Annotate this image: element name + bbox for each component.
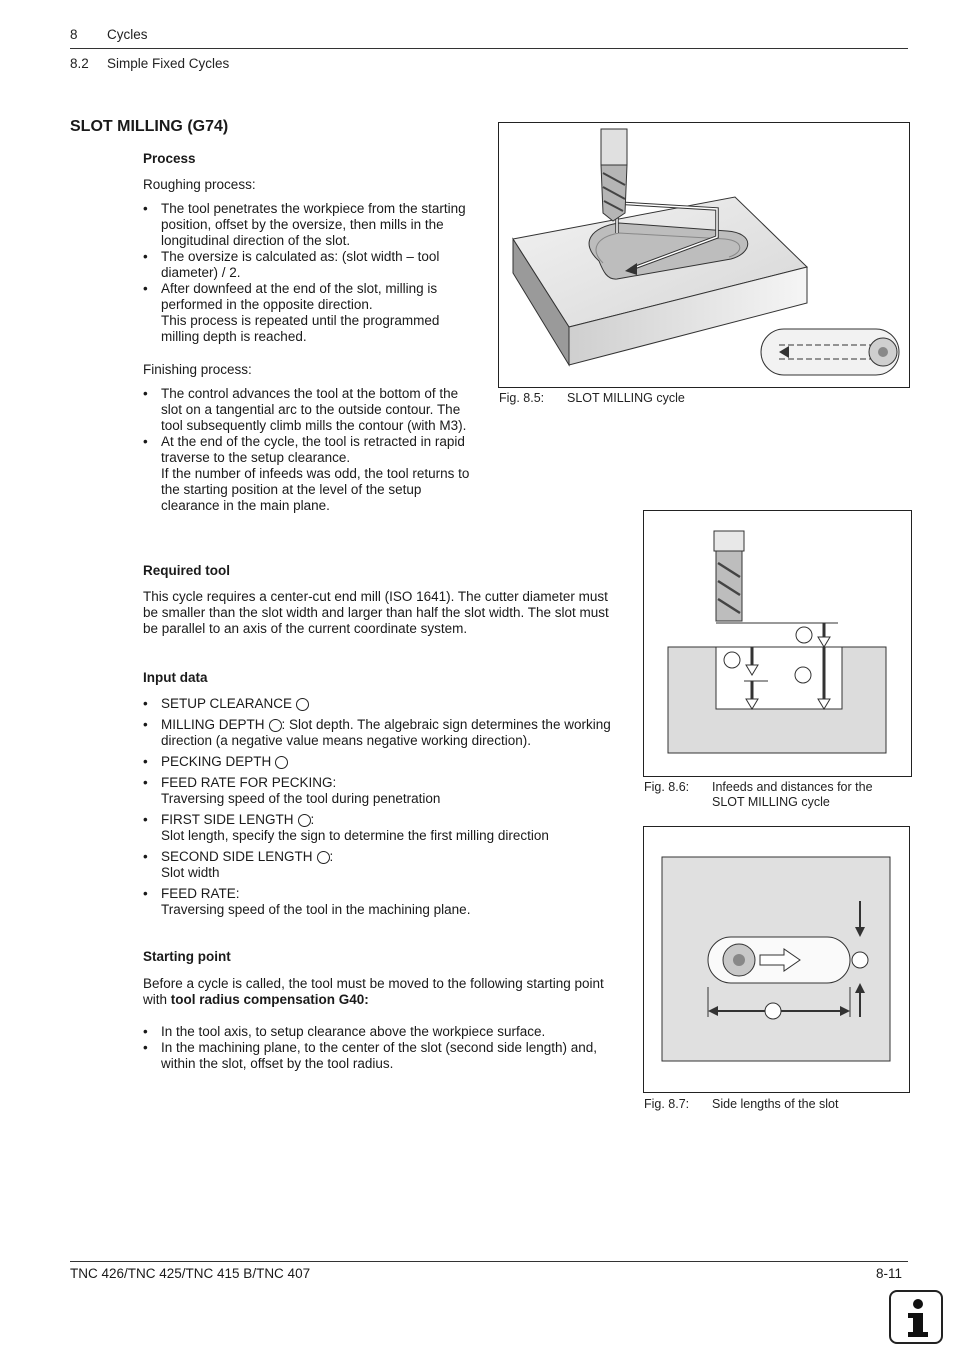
figure-caption-text: Infeeds and distances for the SLOT MILLING cycle (712, 780, 873, 809)
figure-number: Fig. 8.5: (499, 391, 545, 405)
roughing-label: Roughing process: (143, 177, 256, 192)
ref-circle-icon (296, 698, 309, 711)
finishing-list (143, 386, 478, 514)
input-item-milling-depth: • MILLING DEPTH : Slot depth. The algebraic sign determines the working direction (a negative value means negative working direction). (143, 717, 621, 749)
figure-caption-text: SLOT MILLING cycle (567, 391, 685, 405)
finishing-extra: If the number of infeeds was odd, the tool returns to the starting position at the level of the setup clearance in the main plane. (161, 466, 470, 513)
process-heading: Process (143, 151, 196, 166)
ref-circle-icon (298, 814, 311, 827)
input-item-pecking-depth: • PECKING DEPTH (143, 754, 621, 770)
figure-number: Fig. 8.7: (644, 1097, 690, 1111)
section-number: 8.2 (70, 56, 89, 71)
footer-model-list: TNC 426/TNC 425/TNC 415 B/TNC 407 (70, 1266, 311, 1281)
input-data-heading: Input data (143, 670, 208, 685)
list-item: • The oversize is calculated as: (slot width – tool diameter) / 2. (143, 249, 473, 281)
chapter-header (70, 27, 148, 42)
starting-point-bold: tool radius compensation G40: (170, 992, 369, 1007)
header-rule (70, 48, 908, 49)
figure-side-lengths (643, 826, 910, 1093)
figure-caption-8-7 (644, 1097, 838, 1112)
roughing-extra: This process is repeated until the programmed milling depth is reached. (161, 313, 440, 344)
footer-rule (70, 1261, 908, 1262)
ref-circle-icon (317, 851, 330, 864)
input-item-second-side-length: • SECOND SIDE LENGTH : Slot width (143, 849, 621, 881)
ref-circle-icon (275, 756, 288, 769)
info-icon[interactable] (889, 1290, 943, 1344)
chapter-title: Cycles (107, 27, 148, 42)
infeeds-illustration (644, 511, 911, 776)
section-header (70, 56, 229, 71)
roughing-list (143, 201, 473, 345)
finishing-label: Finishing process: (143, 362, 252, 377)
list-item: • At the end of the cycle, the tool is retracted in rapid traverse to the setup clearance. If the number of infeeds was odd, the tool returns to the starting position at the level of the setup clearance in the main plane. (143, 434, 478, 514)
page-number: 8-11 (876, 1266, 903, 1281)
figure-number: Fig. 8.6: (644, 780, 690, 794)
input-item-feed-rate: • FEED RATE: Traversing speed of the tool in the machining plane. (143, 886, 621, 918)
figure-infeeds-distances (643, 510, 912, 777)
list-item: • The tool penetrates the workpiece from the starting position, offset by the oversize, then mills in the longitudinal direction of the slot. (143, 201, 473, 249)
figure-caption-8-6 (644, 780, 873, 810)
input-data-list (143, 696, 621, 918)
starting-point-text: Before a cycle is called, the tool must be moved to the following starting point with tool radius compensation G40: (143, 976, 604, 1007)
figure-caption-text: Side lengths of the slot (712, 1097, 839, 1111)
slot-milling-illustration (499, 123, 909, 387)
starting-point-list (143, 1024, 613, 1072)
ref-circle-icon (269, 719, 282, 732)
required-tool-text: This cycle requires a center-cut end mill (ISO 1641). The cutter diameter must be smaller than the slot width and larger than half the slot width. The slot must be parallel to an axis of the current coordinate system. (143, 589, 609, 636)
required-tool-heading: Required tool (143, 563, 230, 578)
input-item-setup-clearance: • SETUP CLEARANCE (143, 696, 621, 712)
chapter-number: 8 (70, 27, 78, 42)
input-item-feed-rate-pecking: • FEED RATE FOR PECKING: Traversing speed of the tool during penetration (143, 775, 621, 807)
input-item-first-side-length: • FIRST SIDE LENGTH : Slot length, specify the sign to determine the first milling direction (143, 812, 621, 844)
figure-slot-milling-cycle (498, 122, 910, 388)
starting-point-heading: Starting point (143, 949, 231, 964)
side-lengths-illustration (644, 827, 909, 1092)
list-item: • After downfeed at the end of the slot, milling is performed in the opposite direction. This process is repeated until the programmed milling depth is reached. (143, 281, 473, 345)
section-title: Simple Fixed Cycles (107, 56, 230, 71)
page-title: SLOT MILLING (G74) (70, 118, 229, 135)
figure-caption-8-5 (499, 391, 685, 406)
list-item: • In the tool axis, to setup clearance above the workpiece surface. (143, 1024, 613, 1040)
list-item: • In the machining plane, to the center of the slot (second side length) and, within the slot, offset by the tool radius. (143, 1040, 613, 1072)
list-item: • The control advances the tool at the bottom of the slot on a tangential arc to the outside contour. The tool subsequently climb mills the contour (with M3). (143, 386, 478, 434)
